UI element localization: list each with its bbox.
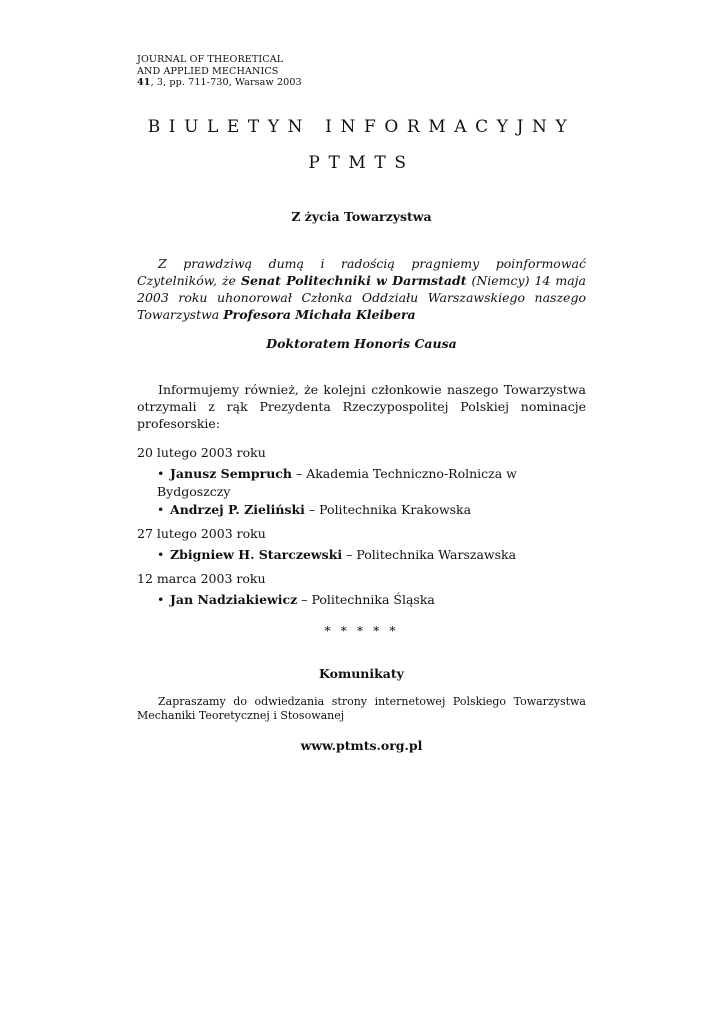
website-url: www.ptmts.org.pl xyxy=(300,737,423,753)
nomination-date: 27 lutego 2003 roku xyxy=(137,525,266,541)
professor-name: Profesora Michała Kleibera xyxy=(223,307,416,323)
bulletin-title: BIULETYN INFORMACYJNY xyxy=(147,116,576,137)
nomination-item xyxy=(157,465,586,501)
nominee-name: Zbigniew H. Starczewski xyxy=(170,546,343,562)
nomination-list xyxy=(137,546,586,564)
nomination-item xyxy=(157,591,586,609)
nomination-list xyxy=(137,591,586,609)
nominee-affiliation: – Politechnika Krakowska xyxy=(304,501,472,517)
nominee-affiliation: – Politechnika Śląska xyxy=(297,591,435,607)
nomination-group xyxy=(137,571,586,609)
announcement-text-1: Z prawdziwą dumą i radością pragniemy poinformować Czytelników, że xyxy=(137,255,586,288)
nomination-date: 12 marca 2003 roku xyxy=(137,570,266,586)
nominee-affiliation: – Akademia Techniczno-Rolnicza w Bydgoszczy xyxy=(157,465,517,499)
communications-text: Zapraszamy do odwiedzania strony internetowej Polskiego Towarzystwa Mechaniki Teoretycznej i Stosowanej xyxy=(137,694,586,723)
nominee-name: Jan Nadziakiewicz xyxy=(170,591,298,607)
nomination-list xyxy=(137,465,586,519)
nominee-name: Janusz Sempruch xyxy=(170,465,292,481)
nomination-group xyxy=(137,526,586,564)
bullet-glyph: • xyxy=(157,501,165,517)
announcement-text-2: (Niemcy) 14 maja 2003 roku uhonorował Członka Oddziału Warszawskiego naszego Towarzystwa xyxy=(137,272,586,323)
communications-title: Komunikaty xyxy=(319,665,404,681)
section-separator: * * * * * xyxy=(324,622,399,638)
document-page xyxy=(137,54,586,754)
journal-citation-rest: , 3, pp. 711-730, Warsaw 2003 xyxy=(150,77,302,88)
journal-volume: 41 xyxy=(137,77,151,88)
journal-citation xyxy=(137,77,586,89)
section-title: Z życia Towarzystwa xyxy=(291,208,432,224)
senate-name: Senat Politechniki w Darmstadt xyxy=(240,272,467,288)
journal-name-line1: JOURNAL OF THEORETICAL xyxy=(137,54,284,65)
nomination-item xyxy=(157,546,586,564)
nomination-date: 20 lutego 2003 roku xyxy=(137,444,266,460)
info-paragraph: Informujemy również, że kolejni członkowie naszego Towarzystwa otrzymali z rąk Prezydenta Rzeczypospolitej Polskiej nominacje profesorskie: xyxy=(137,381,586,432)
journal-name-line2: AND APPLIED MECHANICS xyxy=(137,65,279,77)
announcement-paragraph xyxy=(137,255,586,324)
nomination-group xyxy=(137,445,586,519)
bullet-glyph: • xyxy=(157,591,165,607)
bullet-glyph: • xyxy=(157,465,165,481)
nominee-affiliation: – Politechnika Warszawska xyxy=(342,546,517,562)
journal-header xyxy=(137,54,586,89)
nominee-name: Andrzej P. Zieliński xyxy=(170,501,305,517)
nominations-section xyxy=(137,445,586,609)
bullet-glyph: • xyxy=(157,546,165,562)
bulletin-subtitle: PTMTS xyxy=(308,152,415,173)
nomination-item xyxy=(157,501,586,519)
doctorate-title: Doktoratem Honoris Causa xyxy=(266,335,457,351)
